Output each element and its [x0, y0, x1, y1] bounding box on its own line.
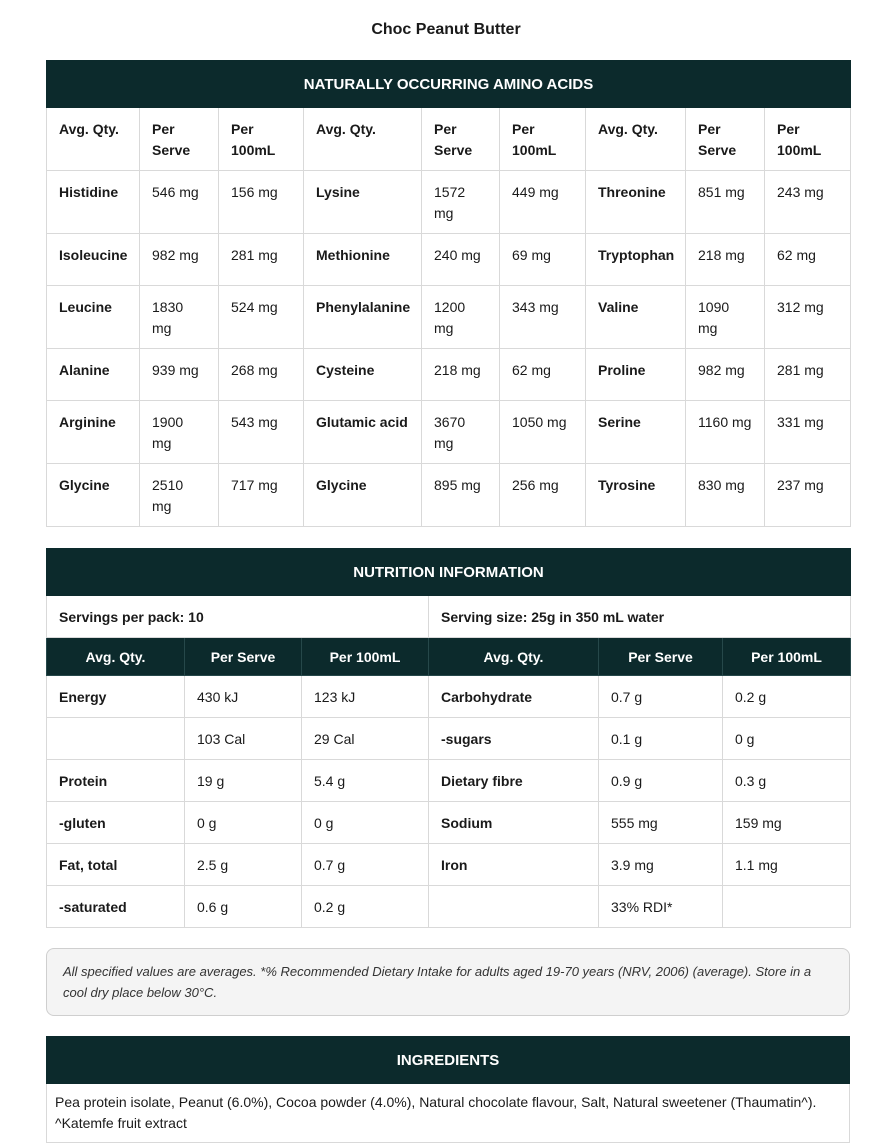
nutrition-body [47, 676, 851, 928]
amino-acid-value: 237 mg [765, 464, 851, 527]
nutrient-value: 0.7 g [302, 844, 429, 886]
amino-acid-value: 1160 mg [686, 401, 765, 464]
nutrition-col-header: Per 100mL [723, 638, 851, 676]
nutrient-value: 0.6 g [185, 886, 302, 928]
nutrient-value: 123 kJ [302, 676, 429, 718]
nutrient-value: 0.7 g [599, 676, 723, 718]
amino-col-header-line: Per [434, 121, 457, 137]
nutrient-value: 29 Cal [302, 718, 429, 760]
serving-size: Serving size: 25g in 350 mL water [429, 596, 851, 638]
amino-acid-name: Valine [586, 286, 686, 349]
nutrient-value: 19 g [185, 760, 302, 802]
nutrient-value: 3.9 mg [599, 844, 723, 886]
amino-acid-value: 312 mg [765, 286, 851, 349]
amino-column-header-row [47, 108, 851, 171]
nutrition-row [47, 844, 851, 886]
nutrition-row [47, 718, 851, 760]
nutrient-value: 0 g [185, 802, 302, 844]
servings-per-pack: Servings per pack: 10 [47, 596, 429, 638]
nutrition-table [46, 548, 851, 928]
amino-acid-value: 939 mg [140, 349, 219, 401]
amino-acid-name: Lysine [304, 171, 422, 234]
amino-acids-body [47, 171, 851, 527]
page-title: Choc Peanut Butter [371, 21, 521, 38]
amino-acid-name: Serine [586, 401, 686, 464]
nutrient-name: Dietary fibre [429, 760, 599, 802]
amino-row [47, 234, 851, 286]
nutrient-value: 2.5 g [185, 844, 302, 886]
nutrient-value: 103 Cal [185, 718, 302, 760]
nutrition-title: NUTRITION INFORMATION [47, 549, 851, 596]
amino-acid-value: 895 mg [422, 464, 500, 527]
nutrition-row [47, 760, 851, 802]
amino-acid-value: 268 mg [219, 349, 304, 401]
amino-row [47, 171, 851, 234]
nutrition-col-header: Per 100mL [302, 638, 429, 676]
amino-acid-value: 281 mg [219, 234, 304, 286]
nutrient-value: 0.9 g [599, 760, 723, 802]
amino-acid-name: Isoleucine [47, 234, 140, 286]
amino-acid-name: Tyrosine [586, 464, 686, 527]
amino-col-header-line: Per [698, 121, 721, 137]
nutrition-row [47, 886, 851, 928]
nutrient-name: Sodium [429, 802, 599, 844]
ingredients-title: INGREDIENTS [47, 1037, 850, 1084]
amino-acid-name: Threonine [586, 171, 686, 234]
amino-row [47, 464, 851, 527]
amino-acid-name: Arginine [47, 401, 140, 464]
amino-col-header [422, 108, 500, 171]
amino-acid-name: Histidine [47, 171, 140, 234]
amino-acid-name: Cysteine [304, 349, 422, 401]
nutrient-name: -gluten [47, 802, 185, 844]
amino-col-header [140, 108, 219, 171]
amino-acid-value: 69 mg [500, 234, 586, 286]
amino-acid-value: 1200 mg [422, 286, 500, 349]
amino-col-header: Avg. Qty. [47, 108, 140, 171]
footnote-note: All specified values are averages. *% Recommended Dietary Intake for adults aged 19-70 years (NRV, 2006) (average). Store in a cool dry place below 30°C. [46, 948, 850, 1016]
amino-col-header [686, 108, 765, 171]
ingredients-footnote: ^Katemfe fruit extract [55, 1115, 187, 1131]
amino-acids-title: NATURALLY OCCURRING AMINO ACIDS [47, 61, 851, 108]
amino-col-header [500, 108, 586, 171]
amino-acid-value: 546 mg [140, 171, 219, 234]
amino-col-header-line: Per [512, 121, 535, 137]
amino-acid-value: 62 mg [500, 349, 586, 401]
nutrition-col-header: Avg. Qty. [47, 638, 185, 676]
nutrient-value: 0 g [723, 718, 851, 760]
nutrient-name: -sugars [429, 718, 599, 760]
nutrient-name: Fat, total [47, 844, 185, 886]
amino-col-header-line: Per [152, 121, 175, 137]
nutrient-value [723, 886, 851, 928]
amino-acid-value: 1050 mg [500, 401, 586, 464]
amino-col-header-line: Serve [434, 142, 473, 158]
amino-col-header-line: 100mL [512, 142, 557, 158]
nutrition-row [47, 676, 851, 718]
amino-col-header-line: 100mL [777, 142, 822, 158]
nutrient-value: 430 kJ [185, 676, 302, 718]
amino-acid-value: 343 mg [500, 286, 586, 349]
amino-acid-name: Tryptophan [586, 234, 686, 286]
amino-acid-value: 240 mg [422, 234, 500, 286]
nutrient-value: 0 g [302, 802, 429, 844]
amino-col-header-line: Per [777, 121, 800, 137]
amino-col-header-line: 100mL [231, 142, 276, 158]
amino-acid-value: 524 mg [219, 286, 304, 349]
amino-row [47, 401, 851, 464]
amino-acid-name: Glutamic acid [304, 401, 422, 464]
ingredients-table [46, 1036, 850, 1143]
amino-acid-value: 851 mg [686, 171, 765, 234]
nutrient-name [47, 718, 185, 760]
nutrition-col-header: Avg. Qty. [429, 638, 599, 676]
amino-acid-value: 281 mg [765, 349, 851, 401]
nutrient-value: 0.2 g [723, 676, 851, 718]
ingredients-cell [47, 1084, 850, 1143]
amino-acid-value: 331 mg [765, 401, 851, 464]
amino-acid-value: 156 mg [219, 171, 304, 234]
amino-acid-value: 1572 mg [422, 171, 500, 234]
amino-acid-value: 1090 mg [686, 286, 765, 349]
amino-col-header: Avg. Qty. [586, 108, 686, 171]
amino-acid-value: 717 mg [219, 464, 304, 527]
amino-acid-value: 3670 mg [422, 401, 500, 464]
nutrient-name: Protein [47, 760, 185, 802]
amino-acid-name: Methionine [304, 234, 422, 286]
amino-acid-value: 1900 mg [140, 401, 219, 464]
nutrient-name [429, 886, 599, 928]
amino-acid-name: Phenylalanine [304, 286, 422, 349]
amino-acid-name: Glycine [304, 464, 422, 527]
amino-acid-value: 982 mg [686, 349, 765, 401]
amino-row [47, 286, 851, 349]
amino-col-header [219, 108, 304, 171]
amino-acid-name: Proline [586, 349, 686, 401]
amino-acid-value: 449 mg [500, 171, 586, 234]
nutrient-name: Energy [47, 676, 185, 718]
amino-acid-value: 2510 mg [140, 464, 219, 527]
nutrient-name: Carbohydrate [429, 676, 599, 718]
amino-acid-value: 982 mg [140, 234, 219, 286]
nutrition-col-header: Per Serve [599, 638, 723, 676]
amino-acid-value: 830 mg [686, 464, 765, 527]
nutrient-name: -saturated [47, 886, 185, 928]
amino-acid-name: Glycine [47, 464, 140, 527]
amino-col-header [765, 108, 851, 171]
nutrient-value: 0.2 g [302, 886, 429, 928]
amino-acid-value: 243 mg [765, 171, 851, 234]
amino-acid-name: Leucine [47, 286, 140, 349]
amino-acids-table [46, 60, 851, 527]
nutrient-value: 555 mg [599, 802, 723, 844]
amino-acid-name: Alanine [47, 349, 140, 401]
amino-col-header-line: Per [231, 121, 254, 137]
nutrient-value: 33% RDI* [599, 886, 723, 928]
amino-col-header: Avg. Qty. [304, 108, 422, 171]
nutrient-name: Iron [429, 844, 599, 886]
amino-acid-value: 1830 mg [140, 286, 219, 349]
amino-acid-value: 62 mg [765, 234, 851, 286]
amino-row [47, 349, 851, 401]
amino-acid-value: 256 mg [500, 464, 586, 527]
amino-acid-value: 543 mg [219, 401, 304, 464]
nutrient-value: 0.1 g [599, 718, 723, 760]
nutrition-row [47, 802, 851, 844]
amino-acid-value: 218 mg [686, 234, 765, 286]
nutrient-value: 1.1 mg [723, 844, 851, 886]
serving-row [47, 596, 851, 638]
amino-col-header-line: Serve [698, 142, 737, 158]
nutrition-col-header: Per Serve [185, 638, 302, 676]
amino-col-header-line: Serve [152, 142, 191, 158]
nutrient-value: 0.3 g [723, 760, 851, 802]
nutrition-column-header-row [47, 638, 851, 676]
nutrient-value: 5.4 g [302, 760, 429, 802]
amino-acid-value: 218 mg [422, 349, 500, 401]
nutrient-value: 159 mg [723, 802, 851, 844]
ingredients-text: Pea protein isolate, Peanut (6.0%), Cocoa powder (4.0%), Natural chocolate flavour, Salt, Natural sweetener (Thaumatin^). [55, 1094, 817, 1110]
